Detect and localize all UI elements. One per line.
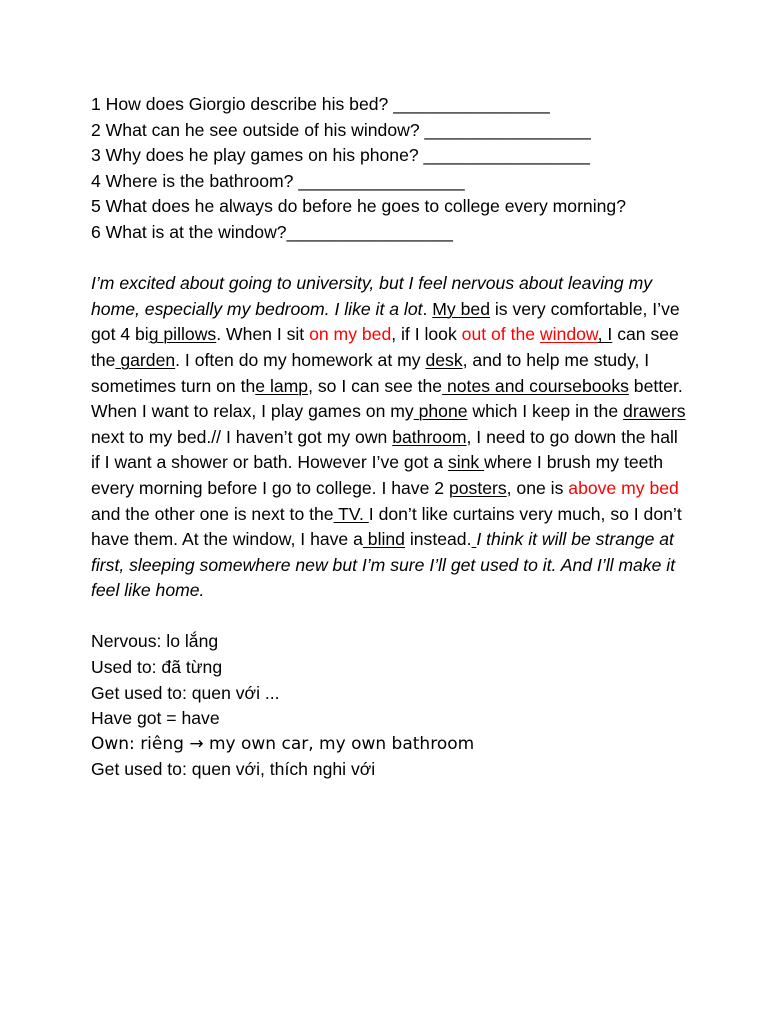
passage-text: instead. [404, 529, 472, 550]
passage-highlight: above my bed [568, 477, 679, 498]
passage-text: . I often do my homework at my [175, 349, 426, 370]
passage-underlined: , I [597, 324, 613, 345]
passage-text: better. When I want to relax, I play games on my [91, 375, 683, 422]
passage-underlined: drawers [623, 401, 686, 422]
vocab-item-own: Own: riêng → my own car, my own bathroom [91, 733, 475, 754]
passage-underlined: garden [115, 349, 176, 370]
passage-highlight: out of the [461, 324, 540, 345]
passage-underlined: notes and coursebooks [442, 375, 629, 396]
passage-text: . [422, 298, 433, 319]
passage-underlined: posters [448, 477, 507, 498]
passage-text: , so I can see the [308, 375, 443, 396]
passage-text: and the other one is next to the [91, 503, 334, 524]
passage-underlined: desk [425, 349, 463, 370]
reading-passage [91, 271, 691, 604]
question-5: 5 What does he always do before he goes to college every morning? [91, 196, 626, 217]
passage-paragraph [91, 271, 691, 604]
passage-text: which I keep in the [467, 401, 624, 422]
passage-text: . When I sit [216, 324, 310, 345]
passage-text: where I brush my teeth every morning before I go to college. I have 2 [91, 452, 664, 498]
passage-underlined: sink [447, 452, 485, 473]
vocab-item-get-used-to-2: Get used to: quen với, thích nghi với [91, 759, 376, 780]
question-6: 6 What is at the window?_________________ [91, 221, 453, 242]
passage-text: can see the [91, 324, 679, 370]
passage-text: I don’t like curtains very much, so I don’t have them. At the window, I have a [91, 503, 682, 550]
passage-underlined: TV. [333, 503, 369, 524]
passage-intro: I’m excited about going to university, but I feel nervous about leaving my home, especially my bedroom. I like it a lot [91, 273, 653, 319]
question-4: 4 Where is the bathroom? _________________ [91, 170, 465, 191]
question-3: 3 Why does he play games on his phone? _________________ [91, 145, 590, 166]
passage-underlined: phone [413, 401, 468, 422]
worksheet-page [91, 92, 691, 783]
question-1: 1 How does Giorgio describe his bed? ________________ [91, 94, 550, 114]
passage-underlined: bathroom [392, 426, 467, 447]
question-list [91, 92, 691, 246]
passage-underlined: e lamp [255, 375, 309, 396]
vocabulary-list [91, 629, 691, 783]
passage-text: , one is [506, 477, 569, 498]
question-2: 2 What can he see outside of his window? _________________ [91, 119, 591, 140]
vocab-item-nervous: Nervous: lo lắng [91, 631, 219, 652]
passage-text: , I need to go down the hall if I want a shower or bath. However I’ve got a [91, 426, 678, 473]
passage-text: next to my bed.// I haven’t got my own [91, 426, 393, 447]
vocab-item-used-to: Used to: đã từng [91, 657, 223, 678]
passage-highlight-underlined: window [539, 324, 598, 345]
passage-closing: I think it will be strange at first, sleeping somewhere new but I’m sure I’ll get used to it. And I’ll make it feel like home. [91, 529, 676, 601]
passage-text: is very comfortable, I’ve got 4 bi [91, 298, 680, 345]
passage-underlined: My bed [432, 298, 490, 319]
vocab-item-get-used-to: Get used to: quen với ... [91, 682, 280, 703]
vocab-item-have-got: Have got = have [91, 708, 220, 729]
passage-underlined: g pillows [148, 324, 217, 345]
passage-text: , if I look [391, 324, 462, 345]
passage-text: , and to help me study, I sometimes turn on th [91, 349, 650, 396]
passage-underlined: blind [362, 529, 405, 550]
passage-highlight: on my bed [309, 324, 392, 345]
